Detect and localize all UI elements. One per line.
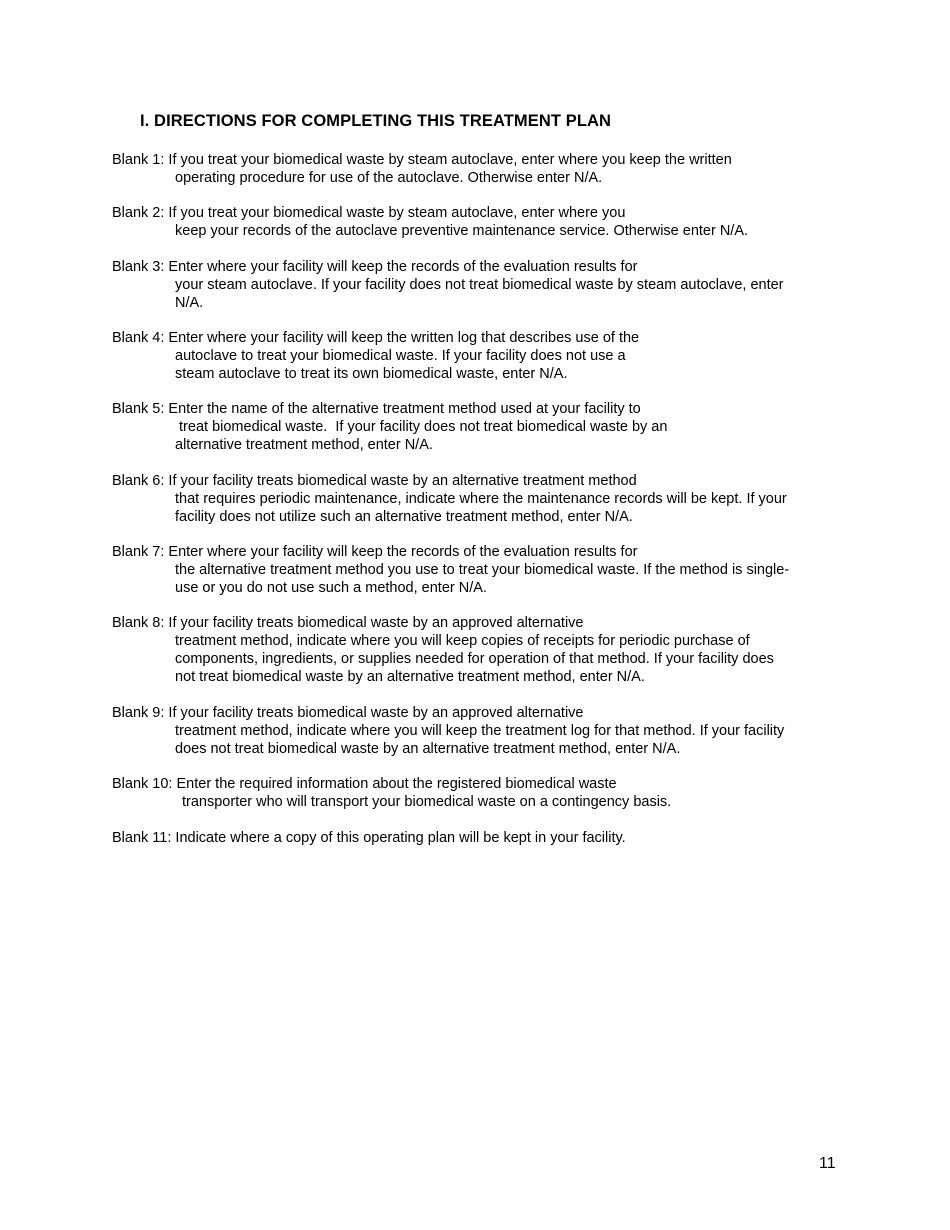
blank-3-direction [112,258,852,312]
blank-4-direction [112,329,852,383]
blank-11-direction [112,829,852,847]
blank-1-line-2: operating procedure for use of the autoclave. Otherwise enter N/A. [175,170,603,186]
blank-6-line-1: Blank 6: If your facility treats biomedical waste by an alternative treatment method [112,473,637,489]
blank-3-line-2: your steam autoclave. If your facility does not treat biomedical waste by steam autoclave, enter [175,277,784,293]
blank-8-direction [112,614,852,686]
blank-1-direction [112,151,852,187]
blank-5-direction [112,400,852,454]
blank-4-line-2: autoclave to treat your biomedical waste. If your facility does not use a [175,348,626,364]
blank-10-line-2: transporter who will transport your biomedical waste on a contingency basis. [182,794,672,810]
blank-1-line-1: Blank 1: If you treat your biomedical waste by steam autoclave, enter where you keep the written [112,152,732,168]
blank-8-line-2: treatment method, indicate where you will keep copies of receipts for periodic purchase of [175,633,750,649]
blank-2-line-1: Blank 2: If you treat your biomedical waste by steam autoclave, enter where you [112,205,626,221]
blank-2-direction [112,204,852,240]
blank-7-line-1: Blank 7: Enter where your facility will keep the records of the evaluation results for [112,544,638,560]
blank-3-line-1: Blank 3: Enter where your facility will keep the records of the evaluation results for [112,259,638,275]
blank-7-direction [112,543,852,597]
blank-8-line-1: Blank 8: If your facility treats biomedical waste by an approved alternative [112,615,584,631]
blank-9-line-3: does not treat biomedical waste by an alternative treatment method, enter N/A. [175,741,681,757]
blank-8-line-3: components, ingredients, or supplies needed for operation of that method. If your facility does [175,651,774,667]
blank-10-direction [112,775,852,811]
blank-10-line-1: Blank 10: Enter the required information about the registered biomedical waste [112,776,617,792]
blank-6-line-2: that requires periodic maintenance, indicate where the maintenance records will be kept. If your [175,491,787,507]
blank-7-line-2: the alternative treatment method you use to treat your biomedical waste. If the method is single- [175,562,790,578]
blank-8-line-4: not treat biomedical waste by an alternative treatment method, enter N/A. [175,669,645,685]
blank-2-line-2: keep your records of the autoclave preventive maintenance service. Otherwise enter N/A. [175,223,749,239]
blank-6-direction [112,472,852,526]
blank-11-line-1: Blank 11: Indicate where a copy of this operating plan will be kept in your facility. [112,830,626,846]
blank-4-line-1: Blank 4: Enter where your facility will keep the written log that describes use of the [112,330,640,346]
blank-6-line-3: facility does not utilize such an alternative treatment method, enter N/A. [175,509,633,525]
blank-9-line-1: Blank 9: If your facility treats biomedical waste by an approved alternative [112,705,584,721]
section-heading: I. DIRECTIONS FOR COMPLETING THIS TREATMENT PLAN [140,112,612,130]
blank-4-line-3: steam autoclave to treat its own biomedical waste, enter N/A. [175,366,568,382]
blank-9-line-2: treatment method, indicate where you will keep the treatment log for that method. If your facility [175,723,785,739]
blank-5-line-1: Blank 5: Enter the name of the alternative treatment method used at your facility to [112,401,641,417]
blank-3-line-3: N/A. [175,295,204,311]
page-number: 11 [819,1155,836,1172]
blank-9-direction [112,704,852,758]
blank-5-line-3: alternative treatment method, enter N/A. [175,437,433,453]
blank-7-line-3: use or you do not use such a method, enter N/A. [175,580,487,596]
blank-5-line-2: treat biomedical waste. If your facility does not treat biomedical waste by an [175,419,668,435]
